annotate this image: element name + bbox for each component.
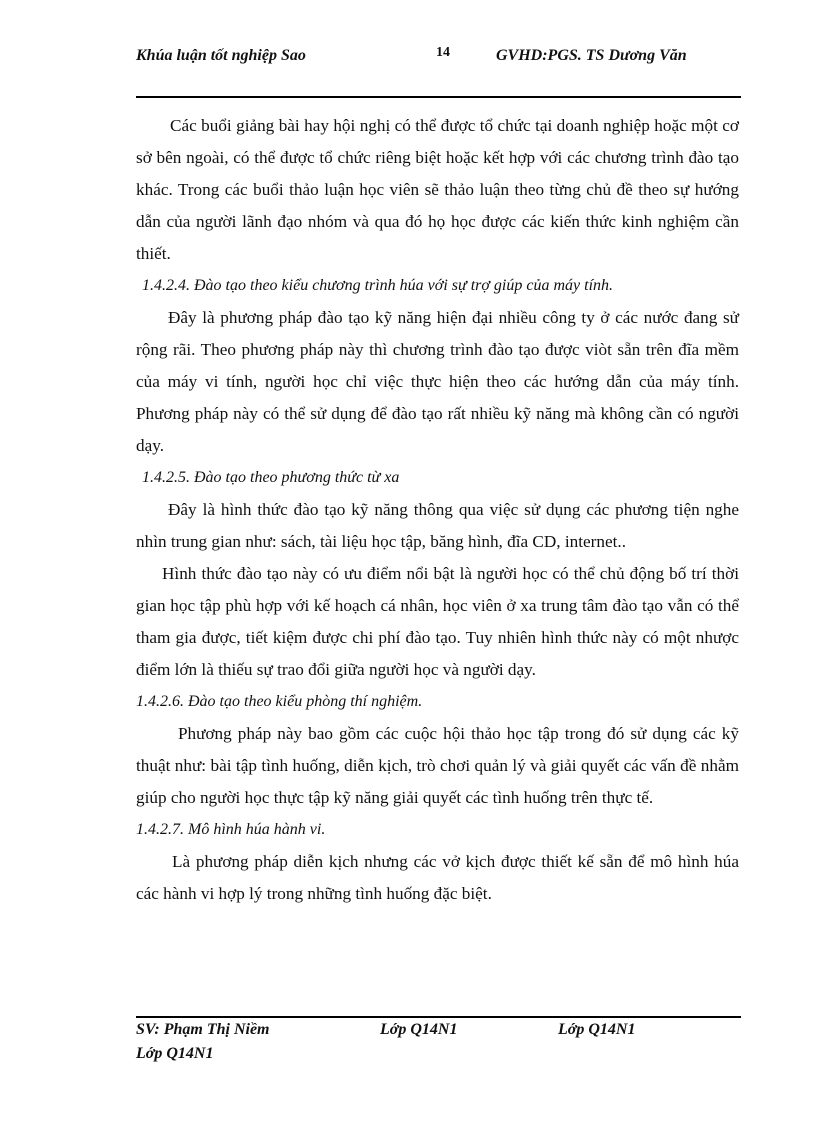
section-heading-1-4-2-6: 1.4.2.6. Đào tạo theo kiểu phòng thí nghiệm. (136, 693, 423, 710)
page-number: 14 (436, 45, 450, 60)
paragraph-seminars: Các buổi giảng bài hay hội nghị có thể được tổ chức tại doanh nghiệp hoặc một cơ sở bên ngoài, có thể được tổ chức riêng biệt hoặc kết hợp với các chương trình đào tạo khác. Trong các buổi thảo luận học viên sẽ thảo luận theo từng chủ đề theo sự hướng dẫn của người lãnh đạo nhóm và qua đó họ học được các kiến thức kinh nghiệm cần thiết. (136, 116, 739, 263)
section-heading-1-4-2-5: 1.4.2.5. Đào tạo theo phương thức từ xa (142, 469, 400, 486)
section-heading-1-4-2-7: 1.4.2.7. Mô hình húa hành vi. (136, 821, 326, 838)
paragraph-computer-training: Đây là phương pháp đào tạo kỹ năng hiện đại nhiều công ty ở các nước đang sử rộng rãi. Theo phương pháp này thì chương trình đào tạo được viòt sẵn trên đĩa mềm của máy vi tính, người học chỉ việc thực hiện theo các hướng dẫn của máy tính. Phương pháp này có thể sử dụng để đào tạo rất nhiều kỹ năng mà không cần có người dạy. (136, 308, 739, 455)
advisor-name: GVHD:PGS. TS Dương Văn (496, 47, 687, 64)
class-label-1: Lớp Q14N1 (380, 1021, 458, 1038)
paragraph-distance-definition: Đây là hình thức đào tạo kỹ năng thông qua việc sử dụng các phương tiện nghe nhìn trung gian như: sách, tài liệu học tập, băng hình, đĩa CD, internet.. (136, 500, 739, 551)
page-footer (136, 1016, 741, 1062)
paragraph-distance-pros-cons: Hình thức đào tạo này có ưu điểm nổi bật là người học có thể chủ động bố trí thời gian học tập phù hợp với kế hoạch cá nhân, học viên ở xa trung tâm đào tạo vẫn có thể tham gia được, tiết kiệm được chi phí đào tạo. Tuy nhiên hình thức này có một nhược điểm lớn là thiếu sự trao đổi giữa người học và người dạy. (136, 564, 739, 679)
page-header (136, 44, 741, 98)
class-label-3: Lớp Q14N1 (136, 1045, 214, 1062)
student-name: SV: Phạm Thị Niềm (136, 1021, 270, 1038)
page-body (136, 110, 739, 910)
paragraph-behavior-model: Là phương pháp diễn kịch nhưng các vở kịch được thiết kế sẵn để mô hình húa các hành vi hợp lý trong những tình huống đặc biệt. (136, 852, 739, 903)
section-heading-1-4-2-4: 1.4.2.4. Đào tạo theo kiểu chương trình húa với sự trợ giúp của máy tính. (142, 277, 614, 294)
class-label-2: Lớp Q14N1 (558, 1021, 636, 1038)
thesis-title: Khúa luận tốt nghiệp Sao (136, 47, 306, 64)
paragraph-laboratory: Phương pháp này bao gồm các cuộc hội thảo học tập trong đó sử dụng các kỹ thuật như: bài tập tình huống, diễn kịch, trò chơi quản lý và giải quyết các vấn đề nhằm giúp cho người học thực tập kỹ năng giải quyết các tình huống trên thực tế. (136, 724, 739, 807)
